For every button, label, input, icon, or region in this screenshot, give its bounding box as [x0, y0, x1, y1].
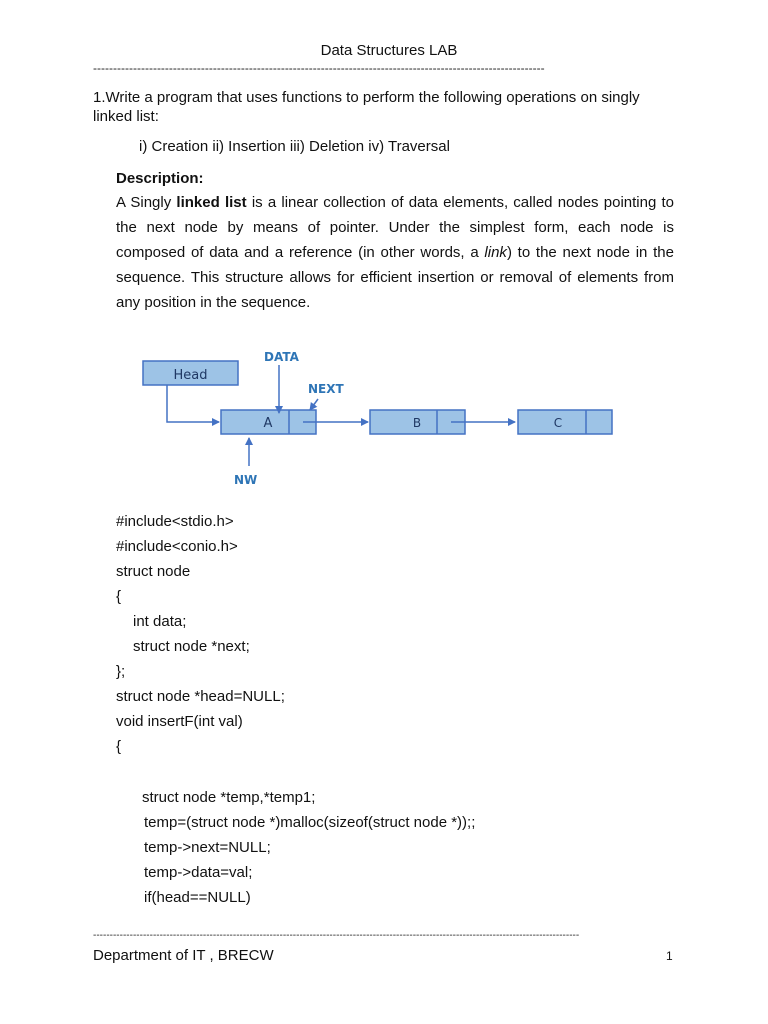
next-pointer-arrow: [310, 399, 318, 410]
node-a-label: A: [263, 416, 273, 431]
head-pointer-arrow: [167, 385, 219, 422]
code-line-15: if(head==NULL): [144, 889, 251, 906]
header-rule: -----------------------------------------------------------------------------------------------------------------: [93, 61, 545, 75]
code-line-3: struct node: [116, 563, 191, 580]
footer-rule: --------------------------------------------------------------------------------------------------------------------------------------------------: [93, 930, 580, 941]
node-c-box: [518, 410, 612, 434]
code-line-13: temp->next=NULL;: [144, 839, 271, 856]
description-italic-term: link: [484, 244, 507, 261]
code-line-6: struct node *next;: [133, 638, 250, 655]
code-line-12: temp=(struct node *)malloc(sizeof(struct node *));;: [144, 814, 476, 831]
code-line-1: #include<stdio.h>: [116, 513, 234, 530]
node-b-label: B: [412, 416, 422, 430]
code-line-7: };: [116, 663, 126, 680]
description-heading: Description:: [116, 170, 204, 187]
question-line-1: 1.Write a program that uses functions to perform the following operations on singly: [93, 89, 640, 106]
code-line-10: {: [116, 738, 122, 755]
node-c-label: C: [553, 416, 563, 430]
code-line-9: void insertF(int val): [116, 713, 243, 730]
description-text-end: ) to the next node in the sequence. This structure allows for efficient insertion or removal of elements from any position in the sequence.: [116, 244, 674, 311]
description-bold-term: linked list: [176, 194, 247, 211]
description-text-start: A Singly: [116, 194, 177, 211]
code-line-2: #include<conio.h>: [116, 538, 238, 555]
code-line-14: temp->data=val;: [144, 864, 253, 881]
head-label: Head: [173, 368, 208, 383]
description-text-mid: is a linear collection of data elements, called nodes pointing to the next node by means of pointer. Under the simplest form, each node is composed of data and a reference (in other words, a: [116, 194, 674, 261]
code-line-8: struct node *head=NULL;: [116, 688, 285, 705]
operations-list: i) Creation ii) Insertion iii) Deletion iv) Traversal: [139, 138, 450, 155]
next-label: NEXT: [308, 382, 344, 396]
page-header-title: Data Structures LAB: [320, 42, 458, 59]
linked-list-diagram: [0, 0, 768, 500]
code-line-5: int data;: [133, 613, 187, 630]
question-line-2: linked list:: [93, 108, 159, 125]
code-line-4: {: [116, 588, 122, 605]
footer-department: Department of IT , BRECW: [93, 947, 274, 964]
data-label: DATA: [264, 350, 299, 364]
nw-label: NW: [234, 473, 258, 487]
page-number: 1: [666, 949, 673, 963]
code-line-11: struct node *temp,*temp1;: [142, 789, 316, 806]
